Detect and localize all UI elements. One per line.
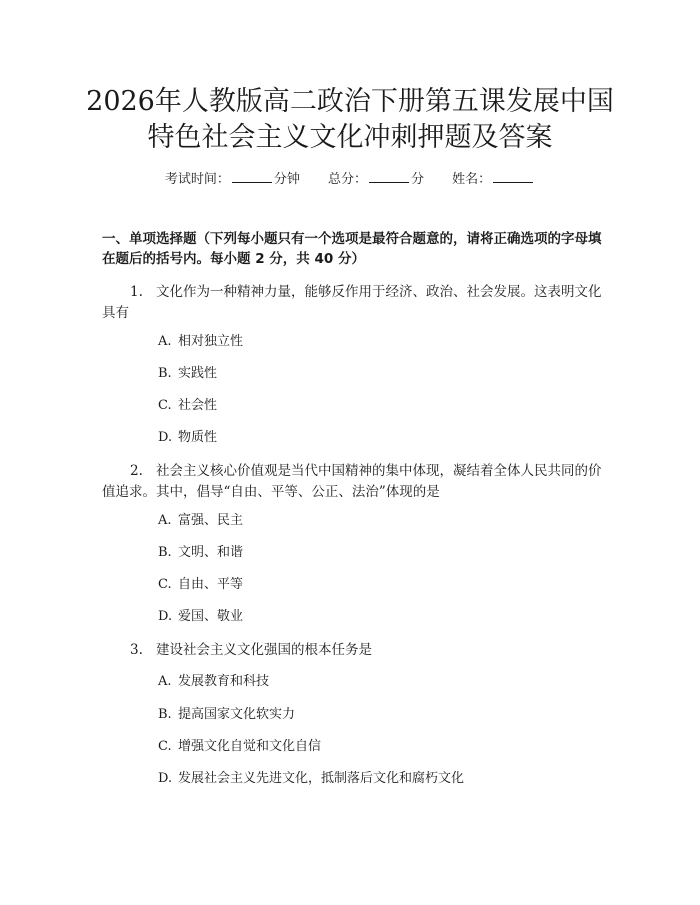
option-letter: B. — [158, 545, 172, 560]
option-text: 增强文化自觉和文化自信 — [178, 739, 322, 754]
exam-time-unit: 分钟 — [273, 172, 300, 187]
total-score-field — [328, 170, 424, 189]
option-letter: C. — [158, 739, 172, 754]
option-text: 自由、平等 — [178, 577, 244, 592]
total-score-unit: 分 — [411, 172, 425, 187]
option-letter: D. — [158, 430, 173, 445]
option-letter: D. — [158, 771, 173, 786]
question-3-option-a — [158, 673, 269, 691]
option-text: 社会性 — [178, 398, 218, 413]
option-letter: B. — [158, 366, 172, 381]
student-name-field — [452, 170, 535, 189]
question-1-stem — [102, 282, 602, 324]
question-text: 文化作为一种精神力量，能够反作用于经济、政治、社会发展。这表明文化具有 — [102, 284, 602, 321]
question-number: 2. — [130, 463, 143, 479]
option-text: 物质性 — [178, 430, 218, 445]
option-text: 爱国、敬业 — [178, 609, 244, 624]
question-3-option-c — [158, 738, 321, 756]
option-text: 发展教育和科技 — [178, 674, 270, 689]
exam-meta-row — [0, 170, 700, 189]
question-text: 社会主义核心价值观是当代中国精神的集中体现，凝结着全体人民共同的价值追求。其中，倡导“自由、平等、公正、法治”体现的是 — [102, 463, 602, 500]
document-title-line-2: 特色社会主义文化冲刺押题及答案 — [147, 122, 553, 153]
option-letter: C. — [158, 398, 172, 413]
option-text: 实践性 — [178, 366, 218, 381]
option-text: 提高国家文化软实力 — [178, 707, 296, 722]
section-heading: 一、单项选择题（下列每小题只有一个选项是最符合题意的，请将正确选项的字母填在题后的括号内。每小题 2 分，共 40 分） — [102, 231, 602, 267]
question-1-option-d — [158, 429, 217, 447]
option-letter: A. — [158, 334, 172, 349]
question-number: 3. — [130, 642, 143, 658]
exam-time-label: 考试时间： — [164, 172, 230, 187]
question-2-stem — [102, 461, 602, 503]
question-text: 建设社会主义文化强国的根本任务是 — [156, 642, 372, 658]
question-1-option-c — [158, 397, 217, 415]
question-3-stem — [102, 640, 602, 661]
question-3-option-d — [158, 770, 464, 788]
option-text: 发展社会主义先进文化，抵制落后文化和腐朽文化 — [178, 771, 465, 786]
total-score-blank — [369, 170, 409, 183]
total-score-label: 总分： — [327, 172, 367, 187]
option-text: 富强、民主 — [178, 513, 244, 528]
question-3-option-b — [158, 706, 295, 724]
question-2-option-d — [158, 608, 243, 626]
question-1-option-b — [158, 365, 217, 383]
option-letter: A. — [158, 513, 172, 528]
option-text: 相对独立性 — [178, 334, 244, 349]
exam-time-field — [165, 170, 300, 189]
document-title-line-1: 2026年人教版高二政治下册第五课发展中国 — [86, 86, 614, 117]
question-1-option-a — [158, 333, 243, 351]
option-letter: A. — [158, 674, 172, 689]
question-2-option-a — [158, 512, 243, 530]
student-name-label: 姓名： — [452, 172, 492, 187]
option-text: 文明、和谐 — [178, 545, 244, 560]
option-letter: C. — [158, 577, 172, 592]
exam-time-blank — [232, 170, 272, 183]
question-2-option-c — [158, 576, 243, 594]
question-2-option-b — [158, 544, 243, 562]
option-letter: D. — [158, 609, 173, 624]
question-number: 1. — [130, 284, 143, 300]
student-name-blank — [493, 170, 533, 183]
option-letter: B. — [158, 707, 172, 722]
